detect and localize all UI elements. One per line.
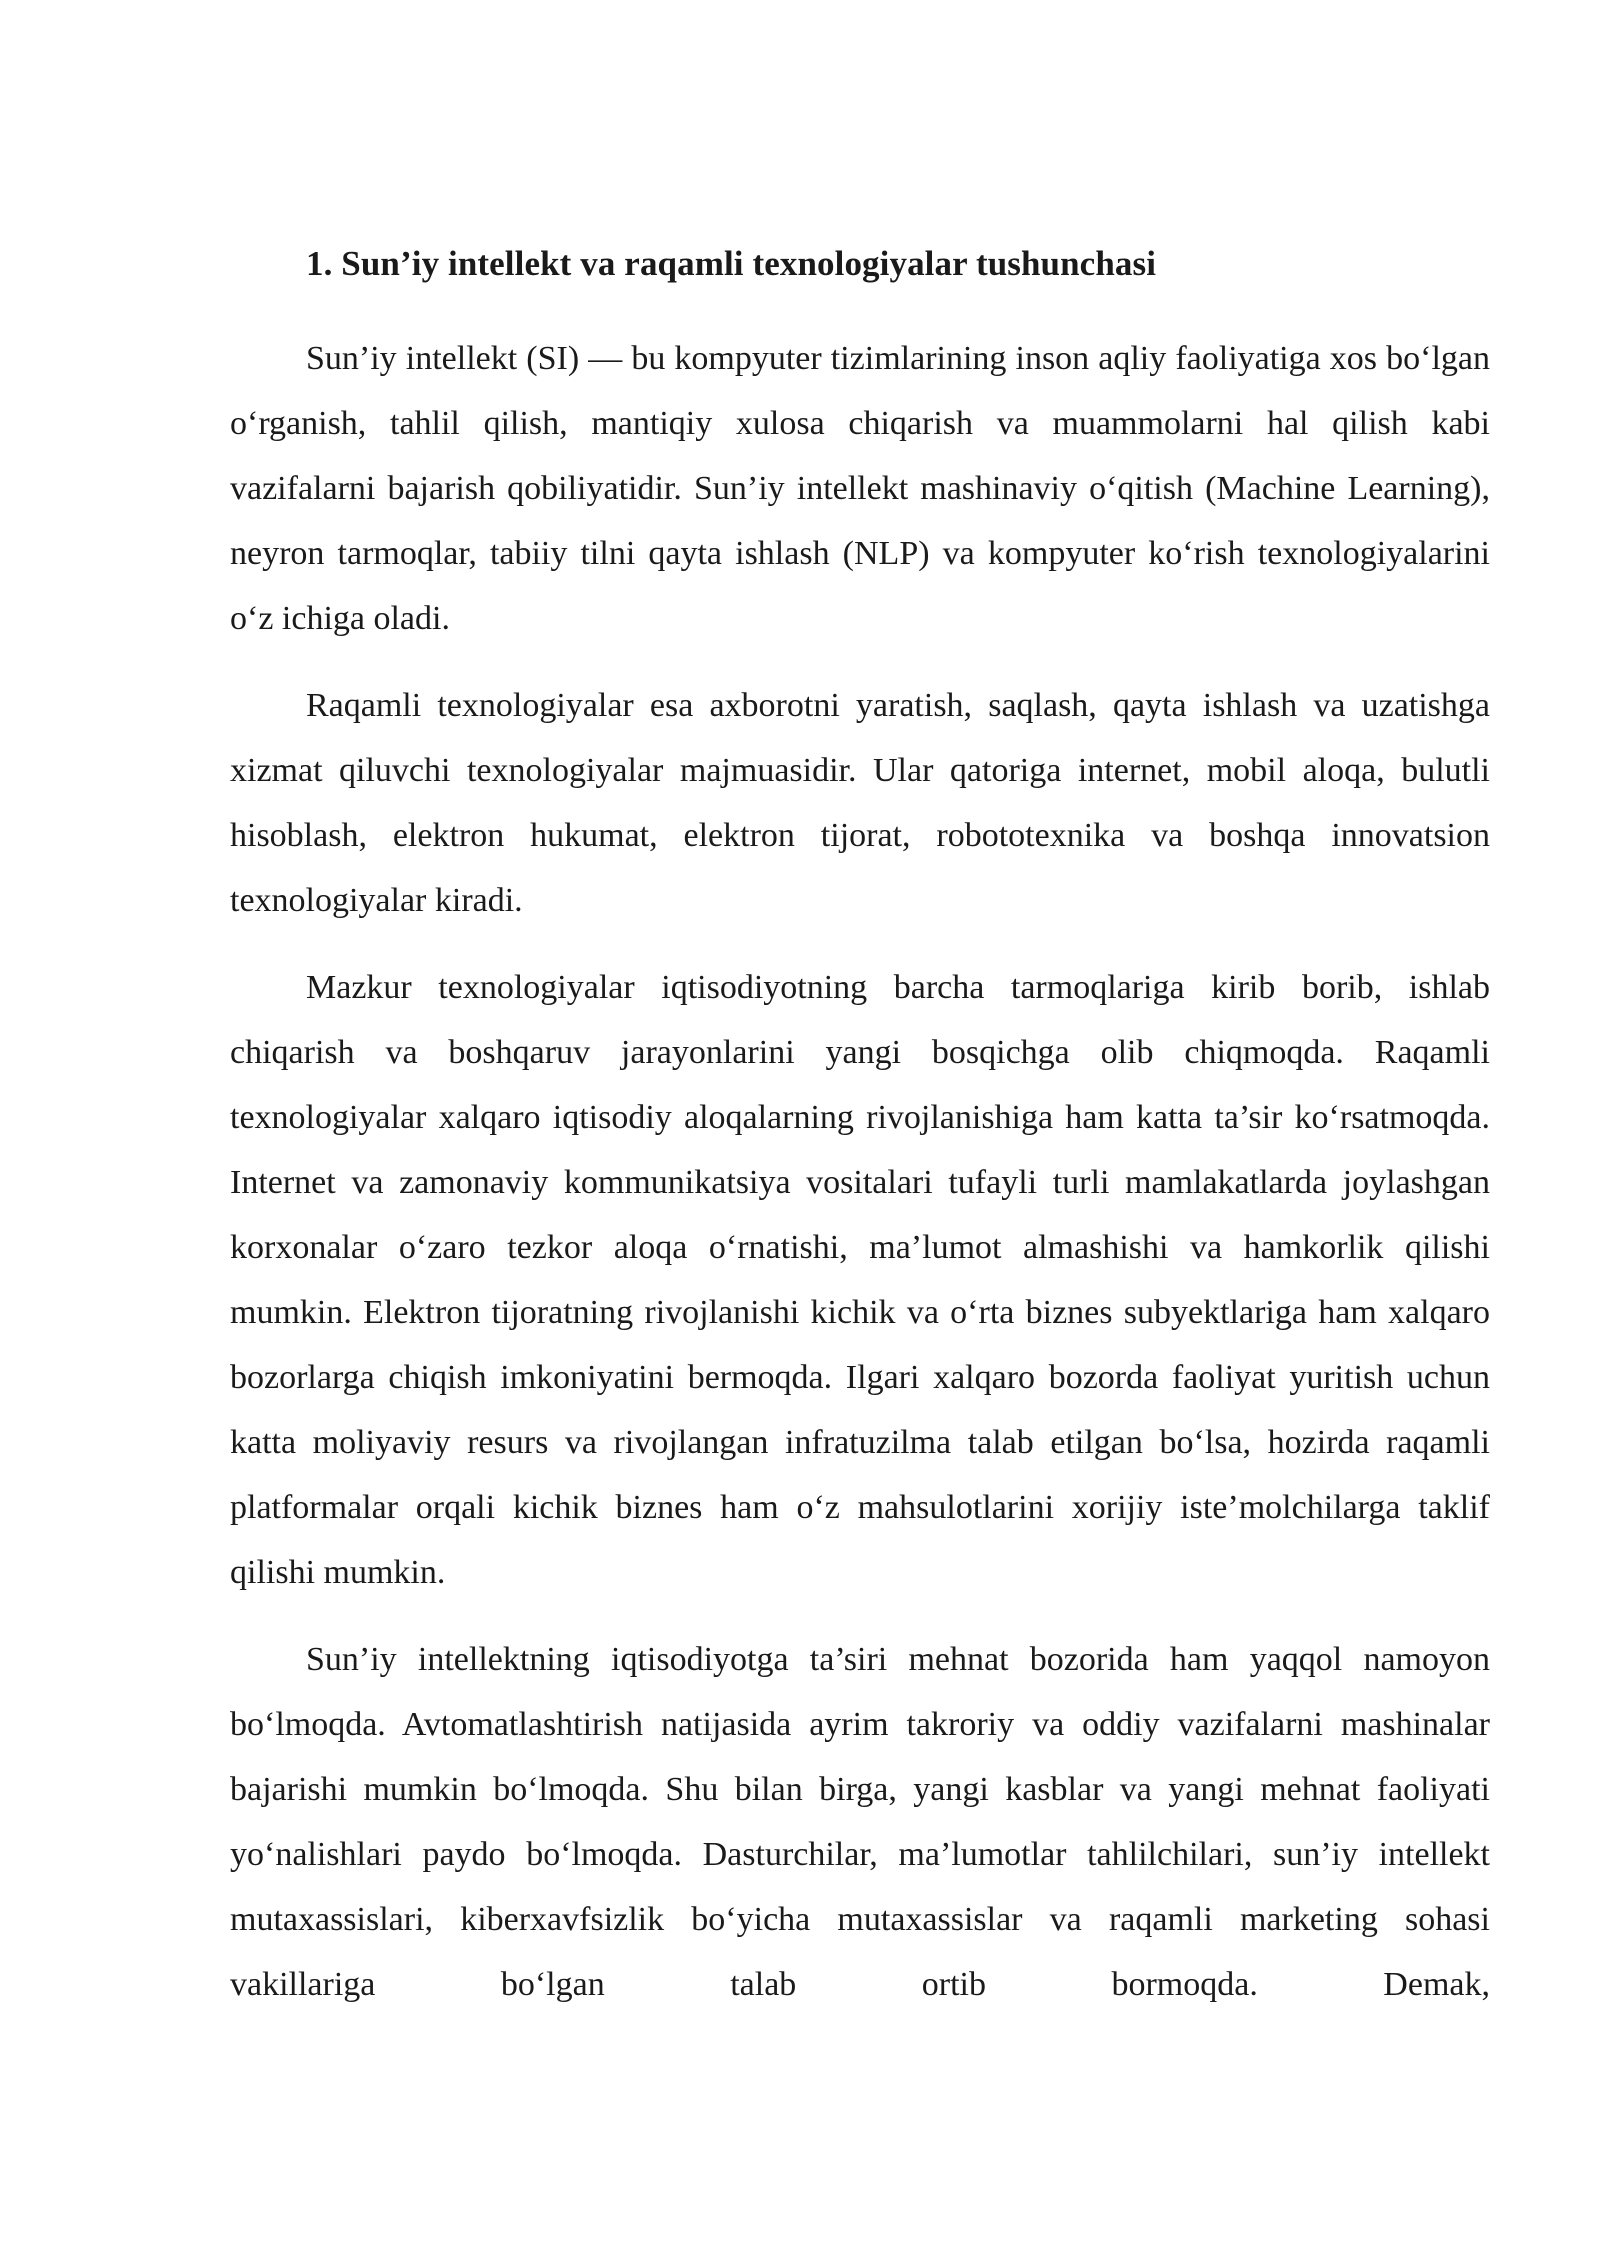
paragraph-digital-technologies: Raqamli texnologiyalar esa axborotni yaratish, saqlash, qayta ishlash va uzatishga xizmat qiluvchi texnologiyalar majmuasidir. Ular qatoriga internet, mobil aloqa, bulutli hisoblash, elektron hukumat, elektron tijorat, robototexnika va boshqa innovatsion texnologiyalar kiradi. [230, 687, 1490, 919]
page-content [230, 240, 1490, 2017]
paragraph-economic-impact: Mazkur texnologiyalar iqtisodiyotning barcha tarmoqlariga kirib borib, ishlab chiqarish va boshqaruv jarayonlarini yangi bosqichga olib chiqmoqda. Raqamli texnologiyalar xalqaro iqtisodiy aloqalarning rivojlanishiga ham katta ta’sir ko‘rsatmoqda. Internet va zamonaviy kommunikatsiya vositalari tufayli turli mamlakatlarda joylashgan korxonalar o‘zaro tezkor aloqa o‘rnatishi, ma’lumot almashishi va hamkorlik qilishi mumkin. Elektron tijoratning rivojlanishi kichik va o‘rta biznes subyektlariga ham xalqaro bozorlarga chiqish imkoniyatini bermoqda. Ilgari xalqaro bozorda faoliyat yuritish uchun katta moliyaviy resurs va rivojlangan infratuzilma talab etilgan bo‘lsa, hozirda raqamli platformalar orqali kichik biznes ham o‘z mahsulotlarini xorijiy iste’molchilarga taklif qilishi mumkin. [230, 969, 1490, 1591]
paragraph-ai-definition: Sun’iy intellekt (SI) — bu kompyuter tizimlarining inson aqliy faoliyatiga xos bo‘lgan o‘rganish, tahlil qilish, mantiqiy xulosa chiqarish va muammolarni hal qilish kabi vazifalarni bajarish qobiliyatidir. Sun’iy intellekt mashinaviy o‘qitish (Machine Learning), neyron tarmoqlar, tabiiy tilni qayta ishlash (NLP) va kompyuter ko‘rish texnologiyalarini o‘z ichiga oladi. [230, 340, 1490, 637]
section-heading: 1. Sun’iy intellekt va raqamli texnologiyalar tushunchasi [306, 244, 1157, 283]
paragraph-labor-market: Sun’iy intellektning iqtisodiyotga ta’siri mehnat bozorida ham yaqqol namoyon bo‘lmoqda. Avtomatlashtirish natijasida ayrim takroriy va oddiy vazifalarni mashinalar bajarishi mumkin bo‘lmoqda. Shu bilan birga, yangi kasblar va yangi mehnat faoliyati yo‘nalishlari paydo bo‘lmoqda. Dasturchilar, ma’lumotlar tahlilchilari, sun’iy intellekt mutaxassislari, kiberxavfsizlik bo‘yicha mutaxassislar va raqamli marketing sohasi vakillariga bo‘lgan talab ortib bormoqda. Demak, [230, 1641, 1490, 2003]
